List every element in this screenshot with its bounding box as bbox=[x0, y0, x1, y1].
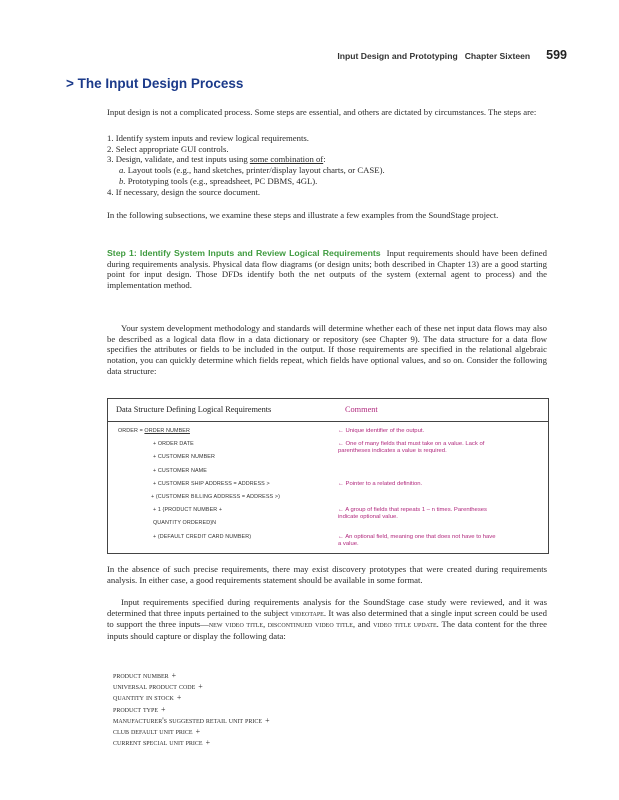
figure-row bbox=[108, 468, 548, 481]
data-field-item: manufacturer's suggested retail unit price + bbox=[113, 715, 270, 725]
methodology-paragraph: Your system development methodology and standards will determine whether each of these net input data flows may also be described as a logical data flow in a data dictionary or repository (see Chapter 9). The data structure for a data flow specifies the attributes or fields to be included in the output. If those requirements are specified in the relational algebraic notation, you can quickly determine which fields repeat, which fields have optional values, and so on. Consider the following data structure: bbox=[107, 323, 547, 376]
comment-text: ← A group of fields that repeats 1 – n times. Parentheses indicate optional value. bbox=[338, 507, 487, 521]
absence-paragraph: In the absence of such precise requirements, there may exist discovery prototypes that were created during requirements analysis. In either case, a good requirements statement should be available in some format. bbox=[107, 564, 547, 585]
comment-text: ← An optional field, meaning one that does not have to have a value. bbox=[338, 533, 496, 547]
figure-row bbox=[108, 520, 548, 533]
structure-text: + (DEFAULT CREDIT CARD NUMBER) bbox=[153, 533, 252, 540]
substep-item: a. Layout tools (e.g., hand sketches, printer/display layout charts, or CASE). bbox=[119, 165, 385, 176]
structure-text: ORDER = ORDER NUMBER bbox=[118, 428, 190, 434]
followup-paragraph: In the following subsections, we examine these steps and illustrate a few examples from the SoundStage project. bbox=[107, 210, 499, 220]
data-field-item: current special unit price + bbox=[113, 738, 211, 748]
structure-text: + ORDER DATE bbox=[153, 441, 194, 448]
figure-row bbox=[108, 534, 548, 547]
figure-row bbox=[108, 481, 548, 494]
step1-paragraph: Step 1: Identify System Inputs and Review Logical Requirements Input requirements should have been defined during requirements analysis. Physical data flow diagrams (or design units; both described in Chapter 13) are a good starting point for input design. Those DFDs identify both the net outputs of the system (external agent to process) and the implementation method. bbox=[107, 248, 548, 291]
data-structure-figure bbox=[107, 398, 549, 554]
figure-left-header: Data Structure Defining Logical Requirements bbox=[116, 405, 272, 414]
step1-heading: Step 1: Identify System Inputs and Review Logical Requirements bbox=[107, 248, 381, 258]
figure-row bbox=[108, 454, 548, 467]
input-requirements-paragraph: Input requirements specified during requirements analysis for the SoundStage case study were reviewed, and it was determined that three inputs pertained to the subject videotape. It was also determined that a single input screen could be used to support the three inputs—new video title, discontinued video title, and video title update. The data content for the three inputs should capture or display the following data: bbox=[107, 597, 547, 642]
structure-text: + (CUSTOMER BILLING ADDRESS = ADDRESS >) bbox=[151, 493, 280, 500]
step-item: 3. Design, validate, and test inputs using some combination of: bbox=[107, 154, 326, 165]
structure-text: + 1 {PRODUCT NUMBER + bbox=[153, 507, 223, 514]
page-number: 599 bbox=[546, 48, 567, 62]
structure-text: + CUSTOMER NUMBER bbox=[153, 454, 215, 461]
steps-list bbox=[107, 133, 547, 197]
data-field-item: product type + bbox=[113, 704, 166, 714]
step-item: 4. If necessary, design the source document. bbox=[107, 186, 261, 197]
figure-row bbox=[108, 507, 548, 520]
data-field-item: universal product code + bbox=[113, 682, 203, 692]
figure-row bbox=[108, 494, 548, 507]
structure-text: QUANTITY ORDERED}N bbox=[153, 520, 217, 527]
data-field-item: club default unit price + bbox=[113, 727, 201, 737]
chapter-label: Chapter Sixteen bbox=[464, 51, 531, 61]
section-title: > The Input Design Process bbox=[66, 76, 244, 91]
figure-rows bbox=[108, 428, 548, 547]
structure-text: + CUSTOMER NAME bbox=[153, 467, 207, 474]
step-item: 1. Identify system inputs and review logical requirements. bbox=[107, 133, 309, 143]
comment-text: ← Unique identifier of the output. bbox=[338, 428, 425, 434]
substep-item: b. Prototyping tools (e.g., spreadsheet, PC DBMS, 4GL). bbox=[119, 175, 318, 186]
data-fields-list bbox=[113, 670, 270, 748]
figure-row bbox=[108, 441, 548, 454]
data-field-item: product number + bbox=[113, 671, 177, 680]
running-title: Input Design and Prototyping bbox=[337, 51, 458, 61]
figure-right-header: Comment bbox=[345, 405, 378, 414]
figure-row bbox=[108, 428, 548, 441]
figure-header bbox=[108, 399, 548, 422]
structure-text: + CUSTOMER SHIP ADDRESS = ADDRESS > bbox=[153, 480, 270, 487]
comment-text: ← Pointer to a related definition. bbox=[338, 480, 423, 487]
step-item: 2. Select appropriate GUI controls. bbox=[107, 143, 229, 154]
comment-text: ← One of many fields that must take on a value. Lack of parentheses indicates a value is required. bbox=[338, 441, 485, 455]
intro-paragraph: Input design is not a complicated process. Some steps are essential, and others are dictated by circumstances. The steps are: bbox=[107, 107, 537, 117]
running-head bbox=[0, 48, 567, 62]
data-field-item: quantity in stock + bbox=[113, 693, 182, 703]
underlined-phrase: some combination of bbox=[249, 154, 324, 165]
